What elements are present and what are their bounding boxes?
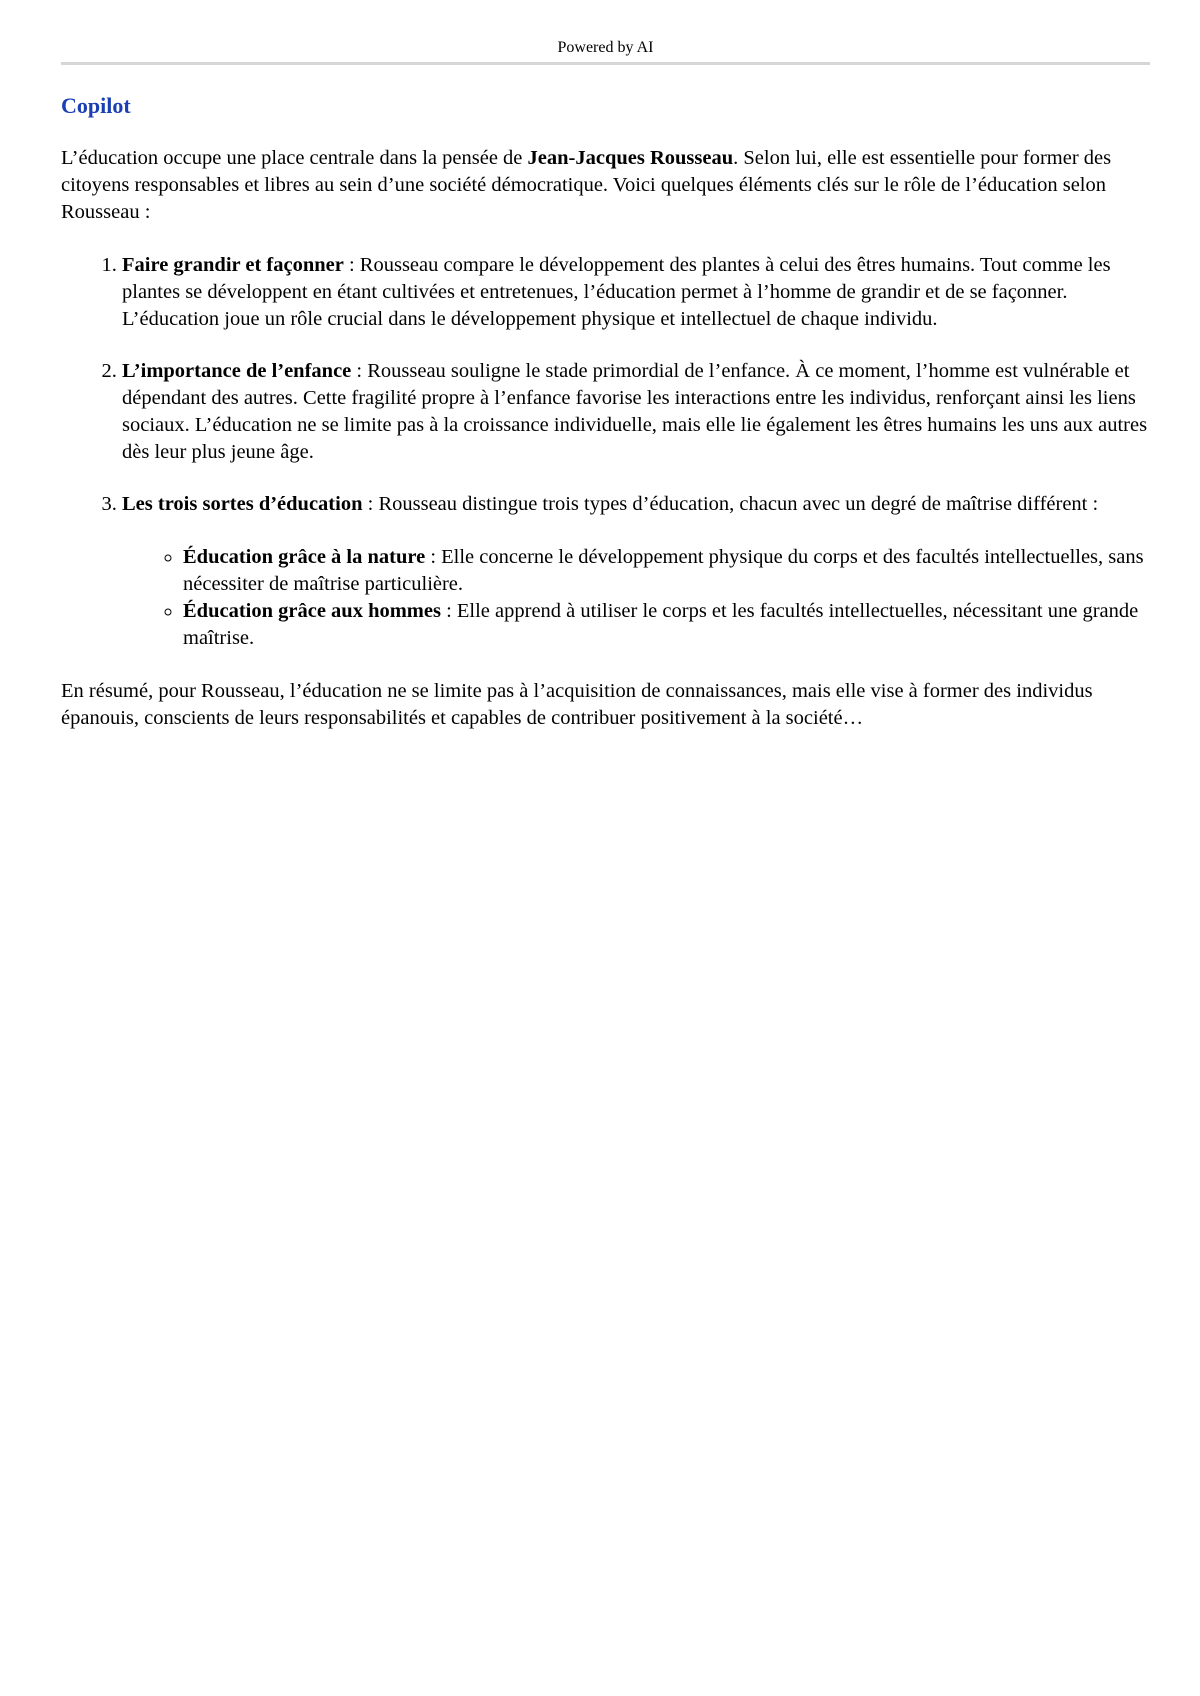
intro-text-before: L’éducation occupe une place centrale dans la pensée de <box>61 147 528 169</box>
header-text: Powered by AI <box>557 39 654 56</box>
list-item-text: : Rousseau compare le développement des plantes à celui des êtres humains. Tout comme les plantes se développent en étant cultivées et entretenues, l’éducation permet à l’homme de grandir et de se façonner. L’éducation joue un rôle crucial dans le développement physique et intellectuel de chaque individu. <box>122 254 1111 330</box>
sublist-item-text: : Elle concerne le développement physique du corps et des facultés intellectuelles, sans nécessiter de maîtrise particulière. <box>183 546 1144 595</box>
list-item-title: Les trois sortes d’éducation <box>122 493 363 515</box>
list-item-text: : Rousseau distingue trois types d’éducation, chacun avec un degré de maîtrise différent : <box>362 493 1099 515</box>
summary-paragraph: En résumé, pour Rousseau, l’éducation ne se limite pas à l’acquisition de connaissances, mais elle vise à former des individus épanouis, conscients de leurs responsabilités et capables de contribuer positivement à la société… <box>61 680 1093 729</box>
intro-paragraph <box>61 145 1150 226</box>
list-item-title: Faire grandir et façonner <box>122 254 344 276</box>
document-page <box>61 38 1150 732</box>
list-item <box>122 491 1150 652</box>
list-item-title: L’importance de l’enfance <box>122 360 352 382</box>
page-header <box>61 38 1150 65</box>
document-title: Copilot <box>61 93 131 118</box>
sublist-item-text: : Elle apprend à utiliser le corps et les facultés intellectuelles, nécessitant une grande maîtrise. <box>183 600 1139 649</box>
bullet-sublist <box>122 544 1150 652</box>
sublist-item-title: Éducation grâce à la nature <box>183 546 426 568</box>
list-item <box>122 358 1150 466</box>
numbered-list <box>61 252 1150 652</box>
sublist-item <box>183 544 1150 598</box>
intro-text-after: . Selon lui, elle est essentielle pour former des citoyens responsables et libres au sein d’une société démocratique. Voici quelques éléments clés sur le rôle de l’éducation selon Rousseau : <box>61 147 1112 223</box>
list-item <box>122 252 1150 333</box>
list-item-text: : Rousseau souligne le stade primordial de l’enfance. À ce moment, l’homme est vulnérable et dépendant des autres. Cette fragilité propre à l’enfance favorise les interactions entre les individus, renforçant ainsi les liens sociaux. L’éducation ne se limite pas à la croissance individuelle, mais elle lie également les êtres humains les uns aux autres dès leur plus jeune âge. <box>122 360 1148 463</box>
sublist-item-title: Éducation grâce aux hommes <box>183 600 441 622</box>
intro-bold-name: Jean-Jacques Rousseau <box>527 147 734 169</box>
sublist-item <box>183 598 1150 652</box>
